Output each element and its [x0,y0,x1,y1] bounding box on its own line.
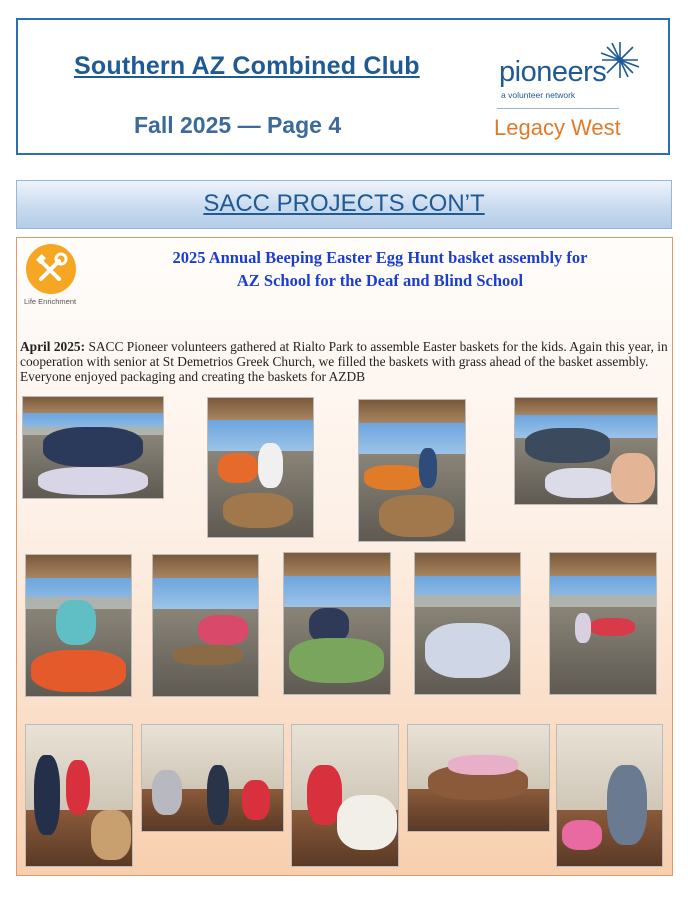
photo-volunteer-at-piano [291,724,399,867]
newsletter-issue: Fall 2025 — Page 4 [134,112,342,138]
photo-volunteers-group [22,396,164,499]
photo-volunteer-with-baskets [25,554,132,697]
description-text: SACC Pioneer volunteers gathered at Rialto Park to assemble Easter baskets for the kids. Again this year, in cooperation with senior at St Demetrios Greek Church, we filled the baskets with grass ahead of the basket assembly. Everyone enjoyed packaging and creating the baskets for AZDB [20,339,668,384]
photo-seated-volunteers [141,724,284,832]
logo-region: Legacy West [494,115,621,140]
project-description [20,339,670,384]
tools-icon [26,244,76,294]
photo-pavilion-tables [152,554,259,697]
newsletter-title: Southern AZ Combined Club [74,52,420,80]
pioneers-logo [494,36,644,146]
photo-group-selfie [514,397,658,505]
photo-assembling-at-table [283,552,391,695]
section-banner [16,180,672,229]
photo-supplies-boxes [358,399,466,542]
logo-brand: pioneers [499,56,607,88]
logo-divider [497,108,619,109]
photo-finished-baskets [414,552,521,695]
project-title-line2: AZ School for the Deaf and Blind School [236,271,524,290]
project-title-line1: 2025 Annual Beeping Easter Egg Hunt basket assembly for [172,248,588,267]
logo-tagline: a volunteer network [501,90,576,100]
photo-basket-table [207,397,314,538]
header-box [16,18,670,155]
photo-church-volunteers [25,724,133,867]
project-title [110,246,650,292]
photo-picnic-area [549,552,657,695]
photo-volunteer-with-basket [556,724,663,867]
description-date: April 2025: [20,339,86,354]
banner-title: SACC PROJECTS CON’T [203,190,485,217]
photo-baskets-on-table [407,724,550,832]
life-enrichment-label: Life Enrichment [24,297,77,306]
